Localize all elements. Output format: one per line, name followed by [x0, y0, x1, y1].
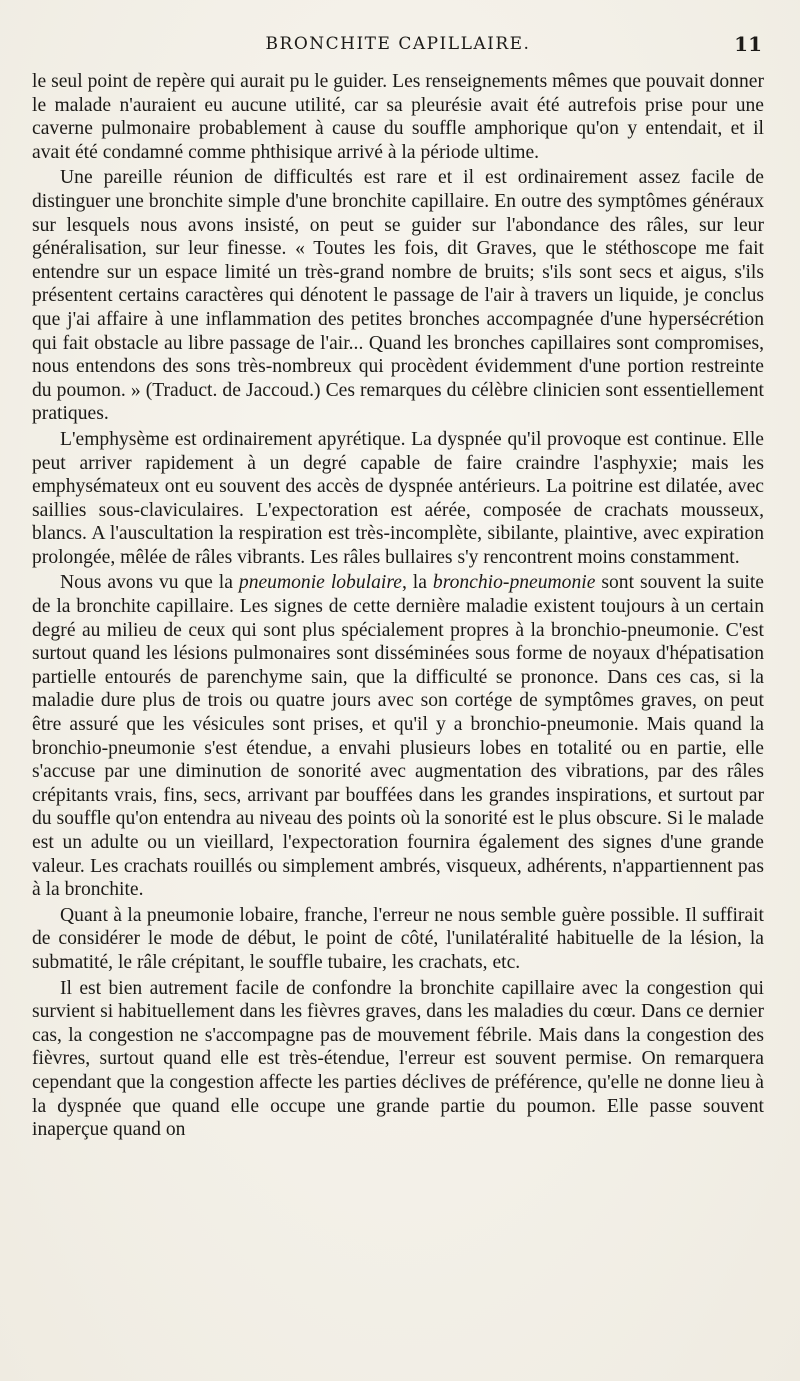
text-run: Nous avons vu que la [60, 572, 239, 594]
paragraph: Une pareille réunion de difficultés est rare et il est ordinairement assez facile de distinguer une bronchite simple d'une bronchite capillaire. En outre des symptômes généraux sur lesquels nous avons insisté, on peut se guider sur l'abondance des râles, sur leur généralisation, sur leur finesse. « Toutes les fois, dit Graves, que le stéthoscope me fait entendre sur un espace limité un très-grand nombre de bruits; s'ils sont secs et aigus, s'ils présentent certains caractères qui dénotent le passage de l'air à travers un liquide, je conclus que j'ai affaire à une inflammation des petites bronches accompagnée d'une hypersécrétion qui fait obstacle au libre passage de l'air... Quand les bronches capillaires sont compromises, nous entendons des sons très-nombreux qui procèdent évidemment d'une portion restreinte du poumon. » (Traduct. de Jaccoud.) Ces remarques du célèbre clinicien sont essentiellement pratiques. [32, 167, 764, 425]
paragraph [32, 571, 764, 901]
body-text [32, 70, 764, 1142]
paragraph: le seul point de repère qui aurait pu le guider. Les renseignements mêmes que pouvait donner le malade n'auraient eu aucune utilité, car sa pleurésie avait été autrefois prise pour une caverne pulmonaire probablement à cause du souffle amphorique qu'on y entendait, et il avait été condamné comme phthisique arrivé à la période ultime. [32, 71, 764, 163]
paragraph: L'emphysème est ordinairement apyrétique. La dyspnée qu'il provoque est continue. Elle peut arriver rapidement à un degré capable de faire craindre l'asphyxie; mais les emphysémateux ont eu souvent des accès de dyspnée antérieurs. La poitrine est dilatée, avec saillies sous-claviculaires. L'expectoration est aérée, composée de crachats mousseux, blancs. A l'auscultation la respiration est très-incomplète, sibilante, plaintive, avec expiration prolongée, mêlée de râles vibrants. Les râles bullaires s'y rencontrent moins constamment. [32, 428, 764, 568]
running-head [32, 30, 764, 66]
paragraph: Quant à la pneumonie lobaire, franche, l'erreur ne nous semble guère possible. Il suffirait de considérer le mode de début, le point de côté, l'unilatéralité habituelle de la lésion, la submatité, le râle crépitant, le souffle tubaire, les crachats, etc. [32, 904, 764, 973]
text-run: , la [401, 572, 433, 594]
italic-term: pneumonie lobulaire [238, 572, 402, 594]
running-title: BRONCHITE CAPILLAIRE. [265, 34, 531, 54]
italic-term: bronchio-pneumonie [432, 572, 596, 594]
paragraph: Il est bien autrement facile de confondre la bronchite capillaire avec la congestion qui survient si habituellement dans les fièvres graves, dans les maladies du cœur. Dans ce dernier cas, la congestion ne s'accompagne pas de mouvement fébrile. Mais dans la congestion des fièvres, surtout quand elle est très-étendue, l'erreur est souvent permise. On remarquera cependant que la congestion affecte les parties déclives de préférence, qu'elle ne donne lieu à la dyspnée que quand elle occupe une grande partie du poumon. Elle passe souvent inaperçue quand on [32, 977, 764, 1141]
text-run: sont souvent la suite de la bronchite capillaire. Les signes de cette dernière maladie existent toujours à un certain degré au milieu de ceux qui sont plus spécialement propres à la bronchio-pneumonie. C'est surtout quand les lésions pulmonaires sont disséminées sous forme de noyaux d'hépatisation partielle entourés de parenchyme sain, que la difficulté se prononce. Dans ces cas, si la maladie dure plus de trois ou quatre jours avec son cortége de symptômes graves, on peut être assuré que les vésicules sont prises, et qu'il y a bronchio-pneumonie. Mais quand la bronchio-pneumonie s'est étendue, a envahi plusieurs lobes en totalité ou en partie, elle s'accuse par une diminution de sonorité avec augmentation des vibrations, par des râles crépitants vrais, fins, secs, arrivant par bouffées dans les grandes inspirations, et surtout par du souffle qu'on entendra au niveau des points où la sonorité est le plus obscure. Si le malade est un adulte ou un vieillard, l'expectoration fournira également des signes d'une grande valeur. Les crachats rouillés ou simplement ambrés, visqueux, adhérents, n'appartiennent pas à la bronchite. [32, 572, 765, 901]
page-number: 11 [734, 32, 762, 56]
